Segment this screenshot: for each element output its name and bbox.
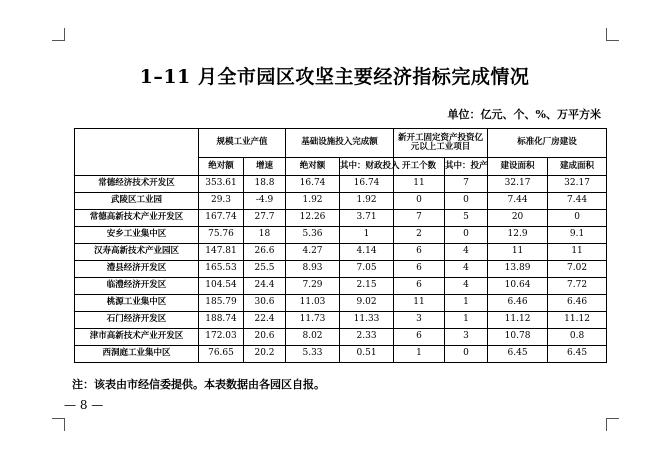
table-row: [75, 244, 607, 261]
cell-factory-completed: 6.46: [548, 295, 607, 312]
header-g2-fiscal: 其中：财政投入: [340, 158, 394, 176]
cell-projects-producing: 4: [445, 261, 488, 278]
crop-mark-bottom-right: [606, 418, 619, 431]
cell-output-growth: 22.4: [244, 312, 286, 329]
cell-projects-started: 6: [394, 261, 445, 278]
cell-infra-absolute: 1.92: [286, 193, 340, 210]
cell-infra-fiscal: 16.74: [340, 176, 394, 193]
cell-factory-construction: 20: [488, 210, 548, 227]
cell-factory-construction: 13.89: [488, 261, 548, 278]
cell-factory-construction: 11: [488, 244, 548, 261]
cell-projects-producing: 4: [445, 244, 488, 261]
cell-factory-completed: 7.02: [548, 261, 607, 278]
cell-projects-started: 11: [394, 295, 445, 312]
cell-infra-absolute: 11.73: [286, 312, 340, 329]
cell-infra-fiscal: 2.33: [340, 329, 394, 346]
cell-projects-started: 11: [394, 176, 445, 193]
unit-label: 单位：亿元、个、%、万平方米: [447, 108, 601, 121]
cell-infra-fiscal: 2.15: [340, 278, 394, 295]
table-row: [75, 227, 607, 244]
cell-output-absolute: 185.79: [199, 295, 244, 312]
park-name: 安乡工业集中区: [75, 227, 199, 244]
park-name: 石门经济开发区: [75, 312, 199, 329]
header-g2-absolute: 绝对额: [286, 158, 340, 176]
table-row: [75, 193, 607, 210]
table-row: [75, 329, 607, 346]
cell-projects-producing: 3: [445, 329, 488, 346]
cell-projects-producing: 0: [445, 227, 488, 244]
table-row: [75, 312, 607, 329]
park-name: 常德高新技术产业开发区: [75, 210, 199, 227]
cell-output-growth: 20.6: [244, 329, 286, 346]
cell-factory-completed: 11: [548, 244, 607, 261]
table-row: [75, 261, 607, 278]
table-footnote: 注：该表由市经信委提供。本表数据由各园区自报。: [72, 378, 325, 391]
cell-infra-absolute: 8.93: [286, 261, 340, 278]
cell-factory-completed: 6.45: [548, 346, 607, 363]
table-row: [75, 278, 607, 295]
park-name: 西洞庭工业集中区: [75, 346, 199, 363]
cell-infra-absolute: 12.26: [286, 210, 340, 227]
cell-output-absolute: 75.76: [199, 227, 244, 244]
cell-infra-fiscal: 7.05: [340, 261, 394, 278]
cell-factory-completed: 7.44: [548, 193, 607, 210]
cell-infra-absolute: 8.02: [286, 329, 340, 346]
cell-factory-construction: 10.64: [488, 278, 548, 295]
cell-infra-fiscal: 1: [340, 227, 394, 244]
cell-projects-started: 6: [394, 329, 445, 346]
cell-output-growth: 18.8: [244, 176, 286, 193]
cell-output-absolute: 147.81: [199, 244, 244, 261]
cell-projects-producing: 7: [445, 176, 488, 193]
park-name: 津市高新技术产业开发区: [75, 329, 199, 346]
cell-infra-fiscal: 11.33: [340, 312, 394, 329]
park-name: 汉寿高新技术产业园区: [75, 244, 199, 261]
cell-projects-started: 2: [394, 227, 445, 244]
cell-output-absolute: 104.54: [199, 278, 244, 295]
cell-factory-completed: 9.1: [548, 227, 607, 244]
header-g3-started: 开工个数: [394, 158, 445, 176]
table-row: [75, 176, 607, 193]
park-name: 武陵区工业园: [75, 193, 199, 210]
document-title: 1–11 月全市园区攻坚主要经济指标完成情况: [139, 66, 530, 88]
header-g3-in-production: 其中：投产: [445, 158, 488, 176]
table-row: [75, 210, 607, 227]
cell-output-absolute: 172.03: [199, 329, 244, 346]
cell-factory-construction: 12.9: [488, 227, 548, 244]
header-corner: [75, 129, 199, 176]
cell-output-growth: 20.2: [244, 346, 286, 363]
cell-output-absolute: 29.3: [199, 193, 244, 210]
cell-output-growth: 18: [244, 227, 286, 244]
park-name: 桃源工业集中区: [75, 295, 199, 312]
cell-factory-construction: 11.12: [488, 312, 548, 329]
cell-output-absolute: 165.53: [199, 261, 244, 278]
cell-projects-producing: 0: [445, 346, 488, 363]
indicator-table: [74, 128, 607, 363]
crop-mark-top-left: [52, 28, 65, 41]
cell-projects-producing: 1: [445, 312, 488, 329]
cell-factory-construction: 6.45: [488, 346, 548, 363]
cell-factory-completed: 0: [548, 210, 607, 227]
park-name: 常德经济技术开发区: [75, 176, 199, 193]
cell-output-growth: 25.5: [244, 261, 286, 278]
cell-factory-completed: 11.12: [548, 312, 607, 329]
cell-projects-started: 6: [394, 244, 445, 261]
cell-projects-started: 1: [394, 346, 445, 363]
cell-output-growth: 30.6: [244, 295, 286, 312]
cell-output-absolute: 188.74: [199, 312, 244, 329]
cell-projects-producing: 5: [445, 210, 488, 227]
cell-infra-absolute: 7.29: [286, 278, 340, 295]
cell-projects-started: 6: [394, 278, 445, 295]
cell-output-growth: 27.7: [244, 210, 286, 227]
cell-output-growth: -4.9: [244, 193, 286, 210]
table-row: [75, 346, 607, 363]
header-group-industrial-output: 规模工业产值: [199, 129, 286, 158]
cell-projects-started: 0: [394, 193, 445, 210]
cell-projects-producing: 1: [445, 295, 488, 312]
header-g4-completed-area: 建成面积: [548, 158, 607, 176]
cell-infra-fiscal: 0.51: [340, 346, 394, 363]
cell-factory-construction: 10.78: [488, 329, 548, 346]
crop-mark-top-right: [606, 28, 619, 41]
header-g1-growth: 增速: [244, 158, 286, 176]
header-row-groups: [75, 129, 607, 158]
cell-infra-fiscal: 4.14: [340, 244, 394, 261]
header-g4-construction-area: 建设面积: [488, 158, 548, 176]
cell-output-growth: 24.4: [244, 278, 286, 295]
header-group-new-projects: 新开工固定资产投资亿元以上工业项目: [394, 129, 488, 158]
cell-output-absolute: 353.61: [199, 176, 244, 193]
header-group-infrastructure: 基础设施投入完成额: [286, 129, 394, 158]
park-name: 澧县经济开发区: [75, 261, 199, 278]
cell-factory-completed: 32.17: [548, 176, 607, 193]
cell-projects-started: 7: [394, 210, 445, 227]
cell-projects-producing: 4: [445, 278, 488, 295]
cell-projects-started: 3: [394, 312, 445, 329]
park-name: 临澧经济开发区: [75, 278, 199, 295]
cell-infra-absolute: 11.03: [286, 295, 340, 312]
header-group-standard-factory: 标准化厂房建设: [488, 129, 607, 158]
cell-projects-producing: 0: [445, 193, 488, 210]
cell-infra-fiscal: 3.71: [340, 210, 394, 227]
crop-mark-bottom-left: [52, 418, 65, 431]
cell-infra-absolute: 5.36: [286, 227, 340, 244]
cell-infra-fiscal: 1.92: [340, 193, 394, 210]
cell-factory-completed: 7.72: [548, 278, 607, 295]
table-row: [75, 295, 607, 312]
cell-factory-completed: 0.8: [548, 329, 607, 346]
header-g1-absolute: 绝对额: [199, 158, 244, 176]
cell-factory-construction: 7.44: [488, 193, 548, 210]
cell-output-absolute: 167.74: [199, 210, 244, 227]
cell-infra-absolute: 5.33: [286, 346, 340, 363]
cell-infra-absolute: 16.74: [286, 176, 340, 193]
page-number: — 8 —: [64, 398, 104, 412]
cell-factory-construction: 6.46: [488, 295, 548, 312]
cell-output-absolute: 76.65: [199, 346, 244, 363]
cell-infra-fiscal: 9.02: [340, 295, 394, 312]
cell-infra-absolute: 4.27: [286, 244, 340, 261]
table-body: [75, 129, 607, 363]
cell-factory-construction: 32.17: [488, 176, 548, 193]
cell-output-growth: 26.6: [244, 244, 286, 261]
